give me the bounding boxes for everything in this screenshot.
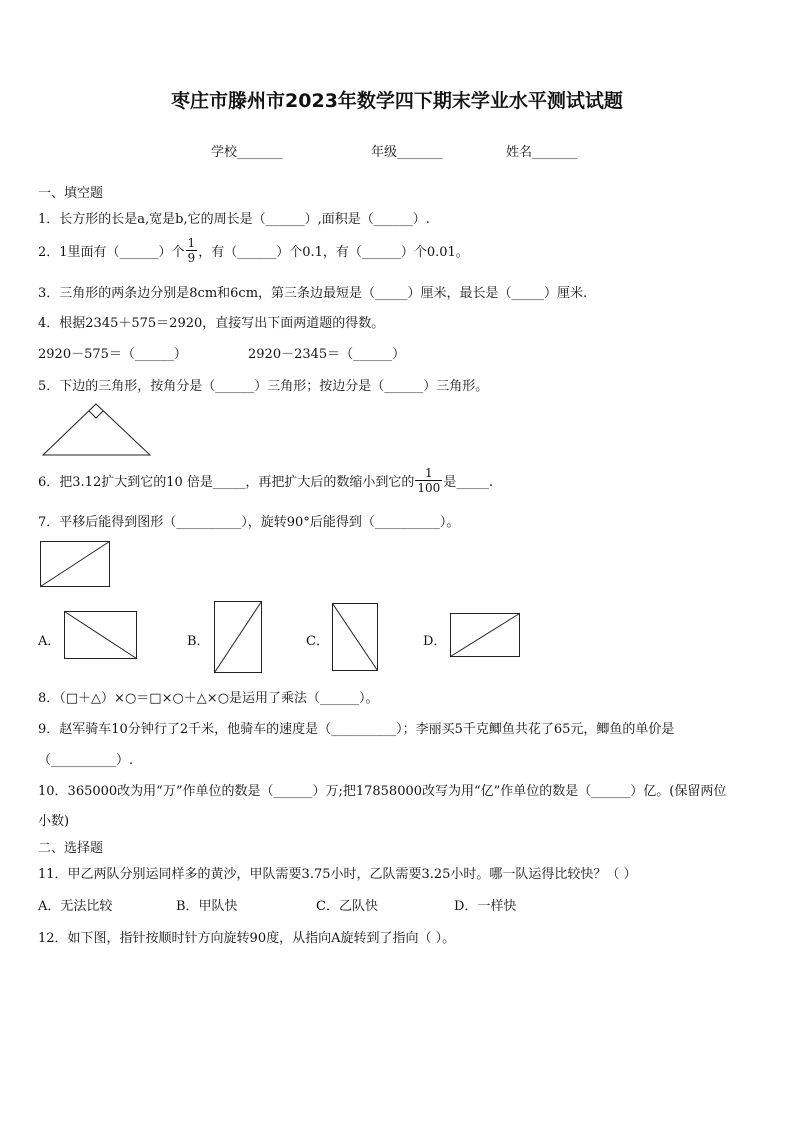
grade-field: 年级_______	[371, 145, 443, 160]
question-10-line-2: 小数)	[38, 814, 70, 829]
option-c-figure	[332, 603, 380, 673]
option-a-figure	[64, 611, 139, 661]
question-3: 3．三角形的两条边分别是8cm和6cm，第三条边最短是（_____）厘米，最长是（_____）厘米.	[38, 286, 588, 301]
option-b-figure	[214, 601, 264, 675]
question-10-line-1: 10．365000改为用“万”作单位的数是（______）万;把17858000改写为用“亿”作单位的数是（______）亿。(保留两位	[38, 784, 727, 799]
option-d-label: D．	[423, 634, 447, 649]
question-11: 11．甲乙两队分别运同样多的黄沙，甲队需要3.75小时，乙队需要3.25小时。哪一队运得比较快？（ ）	[38, 867, 637, 882]
fraction-numerator: 1	[187, 236, 196, 250]
question-12: 12．如下图，指针按顺时针方向旋转90度，从指向A旋转到了指向（ ）。	[38, 931, 456, 946]
option-a-label: A．	[38, 634, 61, 649]
fraction-denominator: 9	[187, 251, 196, 265]
option-c-label: C．	[306, 634, 329, 649]
option-b-label: B．	[187, 634, 210, 649]
section-multiple-choice: 二、选择题	[38, 841, 104, 856]
question-11-option-d: D．一样快	[454, 899, 517, 914]
question-6-part-b: 是_____.	[443, 475, 493, 490]
question-7: 7．平移后能得到图形（__________），旋转90°后能得到（__________）。	[38, 515, 460, 530]
name-field: 姓名_______	[506, 145, 578, 160]
fraction-denominator: 100	[417, 481, 441, 495]
question-11-option-c: C．乙队快	[316, 899, 378, 914]
question-4: 4．根据2345＋575＝2920，直接写出下面两道题的得数。	[38, 316, 385, 331]
question-2-part-a: 2．1里面有（______）个	[38, 245, 185, 260]
fraction-numerator: 1	[415, 466, 442, 481]
question-9-line-2: （__________）.	[38, 753, 134, 768]
question-9-line-1: 9．赵军骑车10分钟行了2千米，他骑车的速度是（__________）；李丽买5千克鲫鱼共花了65元，鲫鱼的单价是	[38, 722, 675, 737]
question-4-right: 2920－2345＝（______）	[248, 347, 406, 362]
section-fill-in: 一、填空题	[38, 186, 104, 201]
question-8: 8．（□＋△）×○＝□×○＋△×○是运用了乘法（______）。	[38, 691, 379, 706]
fraction-one-ninth	[186, 236, 198, 265]
page-title: 枣庄市滕州市2023年数学四下期末学业水平测试试题	[171, 90, 623, 112]
option-d-figure	[450, 613, 522, 659]
question-6-part-a: 6．把3.12扩大到它的10 倍是_____，再把扩大后的数缩小到它的	[38, 475, 415, 490]
fraction-one-hundredth	[415, 466, 442, 495]
right-isosceles-triangle	[42, 402, 154, 457]
original-rectangle-figure	[40, 541, 112, 589]
question-11-option-b: B．甲队快	[176, 899, 238, 914]
question-11-option-a: A．无法比较	[38, 899, 113, 914]
question-1: 1．长方形的长是a,宽是b,它的周长是（______）,面积是（______）.	[38, 212, 430, 227]
question-5: 5．下边的三角形，按角分是（______）三角形；按边分是（______）三角形。	[38, 379, 489, 394]
school-field: 学校_______	[211, 145, 283, 160]
question-2-part-b: ，有（______）个0.1，有（______）个0.01。	[198, 245, 469, 260]
question-2	[38, 236, 469, 265]
question-6	[38, 466, 493, 495]
question-4-left: 2920－575＝（______）	[38, 347, 187, 362]
